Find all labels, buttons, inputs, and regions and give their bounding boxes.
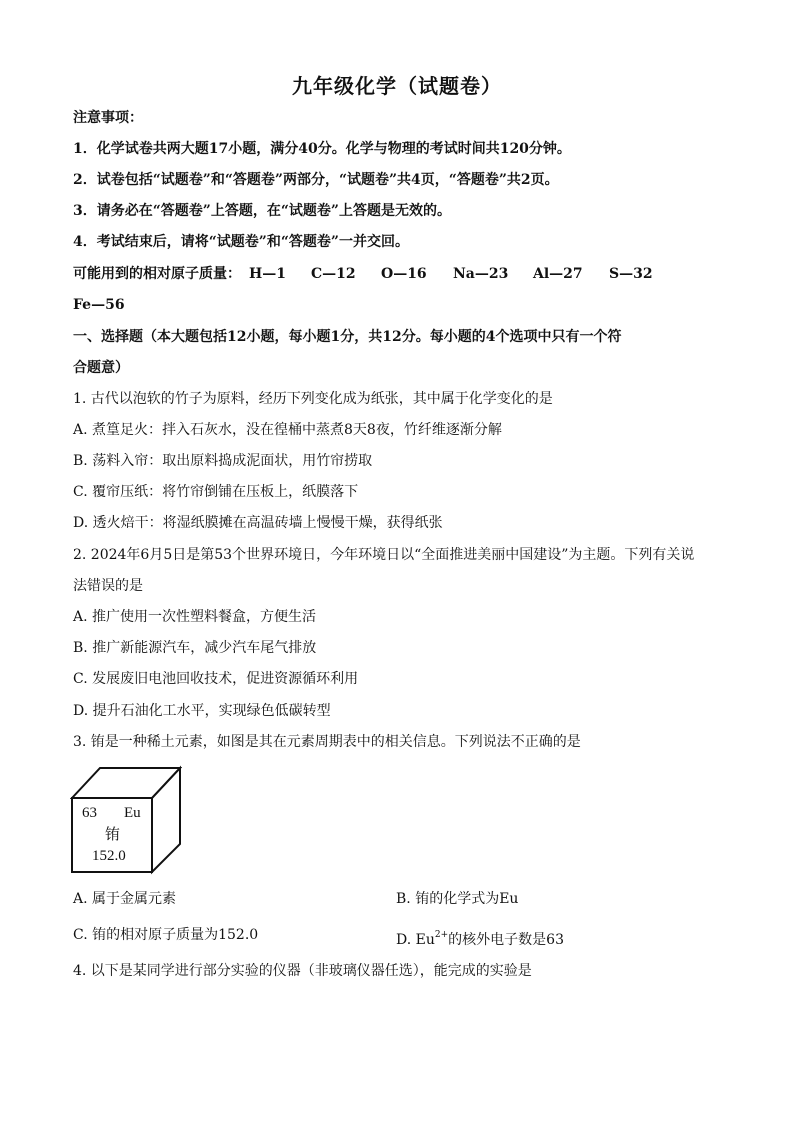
atomic-mass-na: Na—23 (453, 266, 509, 282)
q3-option-a: A. 属于金属元素 (73, 891, 177, 907)
q2-stem-line1: 2. 2024年6月5日是第53个世界环境日，今年环境日以“全面推进美丽中国建设”为主题。下列有关说 (73, 547, 695, 563)
atomic-mass-fe: Fe—56 (73, 297, 125, 313)
atomic-masses-label: 可能用到的相对原子质量： (73, 266, 241, 282)
section1-heading-line1: 一、选择题（本大题包括12小题，每小题1分，共12分。每小题的4个选项中只有一个符 (73, 329, 622, 345)
q4-stem: 4. 以下是某同学进行部分实验的仪器（非玻璃仪器任选），能完成的实验是 (73, 963, 532, 979)
q3-option-b: B. 铕的化学式为Eu (396, 891, 519, 907)
atomic-mass-al: Al—27 (533, 266, 583, 282)
element-tile-figure (70, 765, 182, 875)
notice-item-2: 2．试卷包括“试题卷”和“答题卷”两部分，“试题卷”共4页，“答题卷”共2页。 (73, 172, 559, 188)
q2-option-a: A. 推广使用一次性塑料餐盒，方便生活 (73, 609, 317, 625)
notice-item-3: 3．请务必在“答题卷”上答题，在“试题卷”上答题是无效的。 (73, 203, 451, 219)
section1-heading-line2: 合题意） (73, 360, 129, 376)
notice-item-1: 1．化学试卷共两大题17小题，满分40分。化学与物理的考试时间共120分钟。 (73, 141, 571, 157)
q3-stem: 3. 铕是一种稀土元素，如图是其在元素周期表中的相关信息。下列说法不正确的是 (73, 734, 581, 750)
notice-heading: 注意事项： (73, 110, 143, 126)
q1-option-d: D. 透火焙干：将湿纸膜摊在高温砖墙上慢慢干燥，获得纸张 (73, 515, 443, 531)
atomic-masses-row (73, 264, 733, 284)
atomic-mass-o: O—16 (381, 266, 427, 282)
page-title: 九年级化学（试题卷） (292, 74, 502, 98)
atomic-mass-c: C—12 (311, 266, 356, 282)
notice-item-4: 4．考试结束后，请将“试题卷”和“答题卷”一并交回。 (73, 234, 409, 250)
element-symbol: Eu (124, 805, 141, 821)
q1-stem: 1. 古代以泡软的竹子为原料，经历下列变化成为纸张，其中属于化学变化的是 (73, 391, 553, 407)
element-atomic-number: 63 (82, 805, 97, 821)
q1-option-c: C. 覆帘压纸：将竹帘倒铺在压板上，纸膜落下 (73, 484, 359, 500)
q3-option-d-suffix: 的核外电子数是63 (448, 932, 564, 948)
q2-option-d: D. 提升石油化工水平，实现绿色低碳转型 (73, 703, 331, 719)
q3-option-d (396, 925, 564, 950)
q3-option-d-charge: 2+ (434, 930, 449, 940)
q2-option-b: B. 推广新能源汽车，减少汽车尾气排放 (73, 640, 317, 656)
q3-option-d-prefix: D. (396, 932, 416, 948)
q3-option-c: C. 铕的相对原子质量为152.0 (73, 927, 259, 943)
element-name: 铕 (105, 827, 121, 843)
element-atomic-mass: 152.0 (92, 848, 126, 864)
atomic-mass-s: S—32 (609, 266, 653, 282)
q2-stem-line2: 法错误的是 (73, 578, 143, 594)
q1-option-b: B. 荡料入帘：取出原料捣成泥面状，用竹帘捞取 (73, 453, 373, 469)
q3-option-d-ion: Eu (415, 932, 435, 948)
atomic-mass-h: H—1 (249, 266, 286, 282)
q2-option-c: C. 发展废旧电池回收技术，促进资源循环利用 (73, 671, 359, 687)
q1-option-a: A. 煮篁足火：拌入石灰水，没在徨桶中蒸煮8天8夜，竹纤维逐渐分解 (73, 422, 502, 438)
